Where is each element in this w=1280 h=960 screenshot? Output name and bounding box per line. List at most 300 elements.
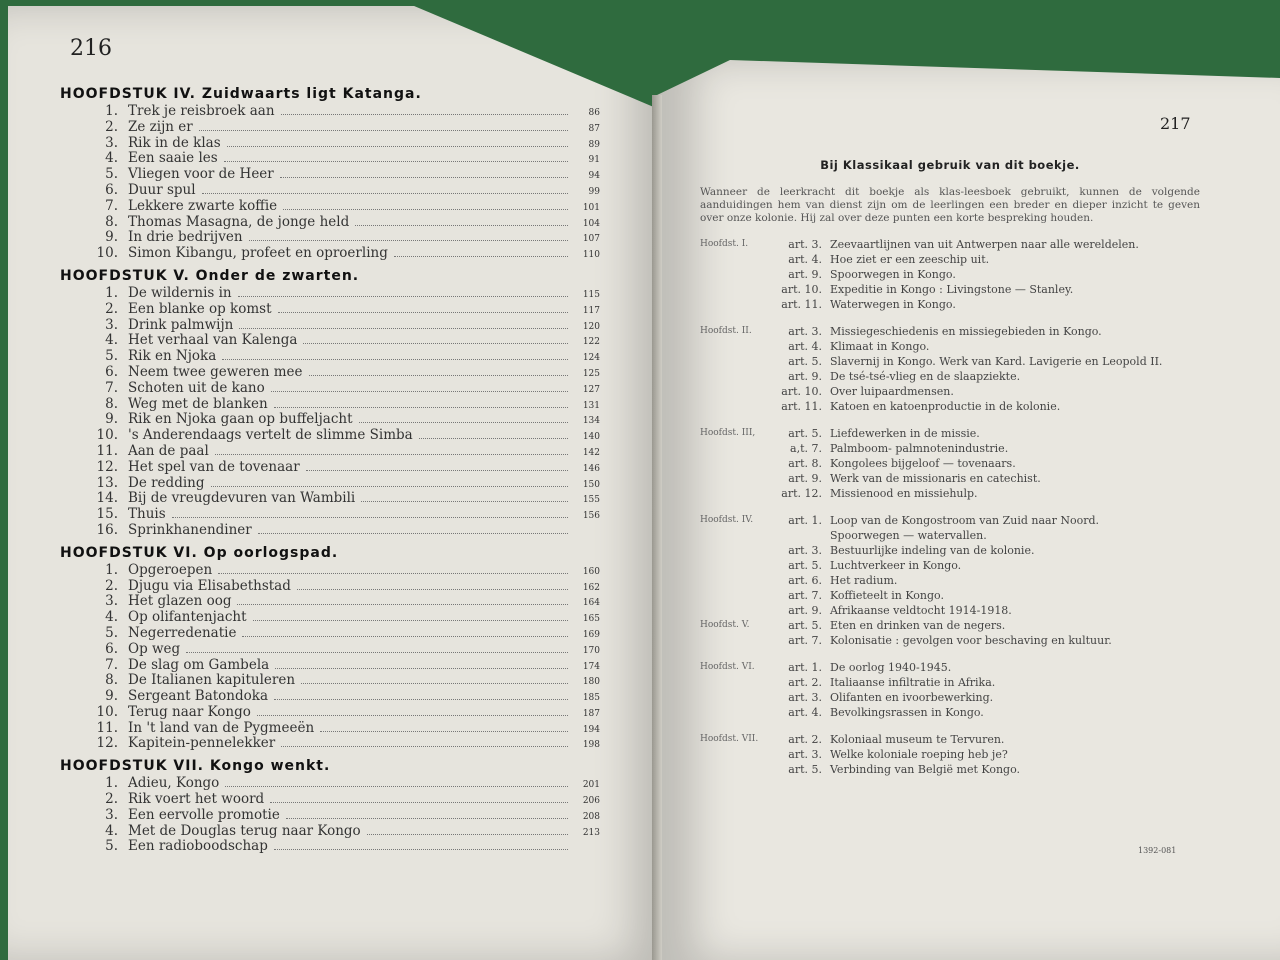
topic-text: Over luipaardmensen. bbox=[830, 385, 954, 398]
chapter-ref: Hoofdst. III, bbox=[700, 428, 756, 438]
toc-entry bbox=[60, 491, 600, 507]
chapter-ref bbox=[700, 558, 762, 573]
topic-text: Slavernij in Kongo. Werk van Kard. Lavigerie en Leopold II. bbox=[830, 355, 1163, 368]
dot-leader bbox=[281, 746, 568, 747]
guide-row bbox=[700, 558, 1200, 573]
entry-title: De wildernis in bbox=[128, 284, 232, 301]
entry-title: Adieu, Kongo bbox=[128, 775, 220, 792]
guide-row bbox=[700, 324, 1200, 339]
entry-page: 122 bbox=[582, 337, 600, 348]
dot-leader bbox=[249, 240, 568, 241]
entry-page: 125 bbox=[582, 368, 600, 379]
entry-number: 7. bbox=[105, 197, 118, 214]
chapter-ref bbox=[700, 705, 762, 720]
chapter-ref: Hoofdst. V. bbox=[700, 620, 750, 630]
entry-title: Neem twee geweren mee bbox=[128, 363, 303, 380]
entry-title: Op weg bbox=[128, 640, 181, 657]
entry-number: 1. bbox=[105, 284, 118, 301]
entry-page: 107 bbox=[582, 234, 600, 245]
article-ref: art. 5. bbox=[788, 619, 822, 632]
printer-code: 1392-081 bbox=[1138, 846, 1177, 855]
toc-entry bbox=[60, 808, 600, 824]
guide-row bbox=[700, 513, 1200, 528]
dot-leader bbox=[172, 517, 568, 518]
chapter-ref bbox=[700, 486, 762, 501]
entry-page: 124 bbox=[582, 353, 600, 364]
dot-leader bbox=[367, 834, 568, 835]
entry-page: 87 bbox=[588, 123, 600, 134]
topic-text: Eten en drinken van de negers. bbox=[830, 619, 1006, 632]
entry-title: Thomas Masagna, de jonge held bbox=[128, 213, 350, 230]
guide-group bbox=[700, 513, 1200, 648]
entry-title: Rik in de klas bbox=[128, 134, 221, 151]
chapter-ref bbox=[700, 282, 762, 297]
entry-title: 's Anderendaags vertelt de slimme Simba bbox=[128, 427, 413, 444]
topic-text: Kolonisatie : gevolgen voor beschaving en kultuur. bbox=[830, 634, 1112, 647]
chapter-ref: Hoofdst. VII. bbox=[700, 734, 759, 744]
topic-text: De tsé-tsé-vlieg en de slaapziekte. bbox=[830, 370, 1021, 383]
topic-text: Expeditie in Kongo : Livingstone — Stanley. bbox=[830, 283, 1074, 296]
article-ref: art. 5. bbox=[788, 559, 822, 572]
article-ref: art. 5. bbox=[788, 427, 822, 440]
chapter-ref bbox=[700, 267, 762, 282]
chapter-ref bbox=[700, 441, 762, 456]
topic-text: Luchtverkeer in Kongo. bbox=[830, 559, 962, 572]
toc-entry bbox=[60, 215, 600, 231]
guide-row bbox=[700, 528, 1200, 543]
entry-number: 5. bbox=[105, 348, 118, 365]
entry-title: Rik en Njoka gaan op buffeljacht bbox=[128, 411, 353, 428]
toc-entry bbox=[60, 151, 600, 167]
entry-page: 86 bbox=[588, 108, 600, 118]
toc-entry bbox=[60, 120, 600, 136]
chapter-title: HOOFDSTUK IV. Zuidwaarts ligt Katanga. bbox=[60, 86, 422, 102]
entry-page: 213 bbox=[582, 827, 600, 838]
guide-row bbox=[700, 762, 1200, 777]
dot-leader bbox=[224, 161, 568, 162]
entry-number: 11. bbox=[96, 719, 118, 736]
topic-text: Klimaat in Kongo. bbox=[830, 340, 930, 353]
guide-intro: Wanneer de leerkracht dit boekje als klas-leesboek gebruikt, kunnen de volgende aanduidingen hem van dienst zijn om de leerlingen een breder en dieper inzicht te geven over onze kolonie. Hij zal over deze punten een korte bespreking houden. bbox=[700, 186, 1200, 224]
entry-number: 9. bbox=[105, 411, 118, 428]
article-ref bbox=[762, 528, 830, 543]
entry-number: 5. bbox=[105, 838, 118, 855]
topic-text: Afrikaanse veldtocht 1914-1918. bbox=[830, 604, 1012, 617]
guide-row bbox=[700, 456, 1200, 471]
right-page-number: 217 bbox=[1160, 114, 1191, 133]
dot-leader bbox=[280, 177, 568, 178]
entry-title: De slag om Gambela bbox=[128, 656, 270, 673]
toc-entry bbox=[60, 736, 600, 752]
chapter-ref bbox=[700, 588, 762, 603]
toc-entry bbox=[60, 507, 600, 523]
article-ref: art. 1. bbox=[788, 661, 822, 674]
entry-title: Vliegen voor de Heer bbox=[128, 166, 274, 183]
dot-leader bbox=[270, 802, 568, 803]
guide-row bbox=[700, 399, 1200, 414]
chapter-ref bbox=[700, 528, 762, 543]
article-ref: a,t. 7. bbox=[790, 442, 822, 455]
entry-page: 170 bbox=[582, 645, 600, 656]
article-ref: art. 11. bbox=[781, 400, 822, 413]
toc-entry bbox=[60, 183, 600, 199]
entry-number: 7. bbox=[105, 379, 118, 396]
topic-text: Het radium. bbox=[830, 574, 898, 587]
dot-leader bbox=[227, 146, 568, 147]
guide-row bbox=[700, 297, 1200, 312]
entry-page: 164 bbox=[582, 598, 600, 609]
entry-number: 1. bbox=[105, 103, 118, 119]
dot-leader bbox=[286, 818, 568, 819]
entry-page: 169 bbox=[582, 629, 600, 640]
entry-number: 7. bbox=[105, 656, 118, 673]
topic-text: De oorlog 1940-1945. bbox=[830, 661, 952, 674]
topic-text: Koloniaal museum te Tervuren. bbox=[830, 733, 1005, 746]
entry-title: In drie bedrijven bbox=[128, 229, 243, 246]
guide-row bbox=[700, 354, 1200, 369]
chapter-ref bbox=[700, 399, 762, 414]
entry-number: 15. bbox=[96, 506, 118, 523]
dot-leader bbox=[186, 652, 568, 653]
dot-leader bbox=[275, 668, 568, 669]
guide-row bbox=[700, 705, 1200, 720]
toc-entry bbox=[60, 136, 600, 152]
entry-page: 194 bbox=[582, 724, 600, 735]
topic-text: Welke koloniale roeping heb je? bbox=[830, 748, 1008, 761]
dot-leader bbox=[199, 130, 568, 131]
chapter-title: HOOFDSTUK V. Onder de zwarten. bbox=[60, 267, 360, 284]
dot-leader bbox=[278, 312, 568, 313]
chapter-ref bbox=[700, 603, 762, 618]
topic-text: Katoen en katoenproductie in de kolonie. bbox=[830, 400, 1061, 413]
entry-page: 187 bbox=[582, 708, 600, 719]
entry-page: 185 bbox=[582, 693, 600, 704]
entry-number: 5. bbox=[105, 624, 118, 641]
chapter-ref bbox=[700, 384, 762, 399]
entry-number: 4. bbox=[105, 332, 118, 349]
classroom-guide bbox=[700, 150, 1200, 789]
guide-row bbox=[700, 633, 1200, 648]
entry-number: 3. bbox=[105, 593, 118, 610]
entry-title: Sergeant Batondoka bbox=[128, 688, 268, 705]
entry-page: 174 bbox=[582, 661, 600, 672]
chapter-ref: Hoofdst. VI. bbox=[700, 662, 755, 672]
dot-leader bbox=[239, 328, 568, 329]
article-ref: art. 4. bbox=[788, 253, 822, 266]
entry-number: 8. bbox=[105, 672, 118, 689]
entry-title: Terug naar Kongo bbox=[128, 703, 251, 720]
toc-entry bbox=[60, 230, 600, 246]
dot-leader bbox=[274, 699, 568, 700]
toc-entry bbox=[60, 705, 600, 721]
article-ref: art. 2. bbox=[788, 733, 822, 746]
article-ref: art. 4. bbox=[788, 706, 822, 719]
toc-entry bbox=[60, 792, 600, 808]
left-page-number: 216 bbox=[70, 36, 112, 61]
dot-leader bbox=[225, 786, 568, 787]
entry-page: 140 bbox=[582, 432, 600, 443]
entry-page: 110 bbox=[582, 250, 600, 261]
article-ref: art. 6. bbox=[788, 574, 822, 587]
toc-entry bbox=[60, 444, 600, 460]
guide-group bbox=[700, 324, 1200, 414]
article-ref: art. 9. bbox=[788, 268, 822, 281]
chapter-ref bbox=[700, 339, 762, 354]
entry-number: 4. bbox=[105, 609, 118, 626]
topic-text: Palmboom- palmnotenindustrie. bbox=[830, 442, 1009, 455]
entry-number: 12. bbox=[96, 458, 118, 475]
guide-row bbox=[700, 486, 1200, 501]
article-ref: art. 11. bbox=[781, 298, 822, 311]
article-ref: art. 12. bbox=[781, 487, 822, 500]
guide-row bbox=[700, 588, 1200, 603]
guide-group bbox=[700, 426, 1200, 501]
entry-number: 1. bbox=[105, 775, 118, 792]
toc-entry bbox=[60, 428, 600, 444]
chapter-ref bbox=[700, 297, 762, 312]
entry-number: 9. bbox=[105, 688, 118, 705]
entry-title: Op olifantenjacht bbox=[128, 609, 247, 626]
chapter-ref bbox=[700, 747, 762, 762]
chapter-ref bbox=[700, 690, 762, 705]
entry-title: De Italianen kapituleren bbox=[128, 672, 296, 689]
entry-title: Kapitein-pennelekker bbox=[128, 735, 276, 752]
guide-row bbox=[700, 675, 1200, 690]
toc-entry bbox=[60, 286, 600, 302]
entry-number: 2. bbox=[105, 791, 118, 808]
entry-title: Djugu via Elisabethstad bbox=[128, 577, 291, 594]
chapter-ref bbox=[700, 543, 762, 558]
toc-entry bbox=[60, 333, 600, 349]
dot-leader bbox=[253, 620, 568, 621]
guide-row bbox=[700, 747, 1200, 762]
chapter-ref: Hoofdst. II. bbox=[700, 326, 752, 336]
entry-title: Het verhaal van Kalenga bbox=[128, 332, 298, 349]
toc-entry bbox=[60, 626, 600, 642]
chapter-ref bbox=[700, 369, 762, 384]
chapter-ref bbox=[700, 252, 762, 267]
toc-entry bbox=[60, 412, 600, 428]
dot-leader bbox=[361, 501, 568, 502]
article-ref: art. 1. bbox=[788, 514, 822, 527]
topic-text: Liefdewerken in de missie. bbox=[830, 427, 980, 440]
toc-entry bbox=[60, 302, 600, 318]
entry-title: De redding bbox=[128, 474, 205, 491]
dot-leader bbox=[242, 636, 568, 637]
guide-row bbox=[700, 282, 1200, 297]
entry-page: 127 bbox=[582, 384, 600, 395]
article-ref: art. 10. bbox=[781, 385, 822, 398]
toc-entry bbox=[60, 199, 600, 215]
dot-leader bbox=[211, 486, 569, 487]
topic-text: Bestuurlijke indeling van de kolonie. bbox=[830, 544, 1035, 557]
toc-entry bbox=[60, 397, 600, 413]
entry-title: Een eervolle promotie bbox=[128, 806, 280, 823]
entry-title: Een radioboodschap bbox=[128, 838, 268, 855]
dot-leader bbox=[202, 193, 568, 194]
entry-page: 115 bbox=[582, 289, 600, 300]
dot-leader bbox=[359, 422, 568, 423]
guide-row bbox=[700, 252, 1200, 267]
entry-title: Weg met de blanken bbox=[128, 395, 268, 412]
topic-text: Missiegeschiedenis en missiegebieden in Kongo. bbox=[830, 325, 1102, 338]
entry-number: 8. bbox=[105, 213, 118, 230]
entry-number: 3. bbox=[105, 806, 118, 823]
dot-leader bbox=[238, 296, 568, 297]
topic-text: Waterwegen in Kongo. bbox=[830, 298, 956, 311]
topic-text: Werk van de missionaris en catechist. bbox=[830, 472, 1041, 485]
entry-number: 3. bbox=[105, 134, 118, 151]
article-ref: art. 2. bbox=[788, 676, 822, 689]
entry-number: 10. bbox=[96, 703, 118, 720]
chapter-ref bbox=[700, 762, 762, 777]
dot-leader bbox=[274, 407, 568, 408]
entry-number: 6. bbox=[105, 640, 118, 657]
dot-leader bbox=[283, 209, 568, 210]
entry-page: 150 bbox=[582, 479, 600, 490]
topic-text: Bevolkingsrassen in Kongo. bbox=[830, 706, 984, 719]
entry-page: 134 bbox=[582, 416, 600, 427]
chapter-ref: Hoofdst. IV. bbox=[700, 515, 754, 525]
toc-entry bbox=[60, 658, 600, 674]
entry-number: 11. bbox=[96, 442, 118, 459]
toc-entry bbox=[60, 523, 600, 539]
entry-number: 6. bbox=[105, 181, 118, 198]
entry-title: Rik voert het woord bbox=[128, 791, 265, 808]
guide-row bbox=[700, 441, 1200, 456]
topic-text: Loop van de Kongostroom van Zuid naar Noord. bbox=[830, 514, 1100, 527]
entry-title: Het spel van de tovenaar bbox=[128, 458, 300, 475]
topic-text: Zeevaartlijnen van uit Antwerpen naar alle wereldelen. bbox=[830, 238, 1139, 251]
entry-title: Sprinkhanendiner bbox=[128, 521, 252, 538]
entry-title: Met de Douglas terug naar Kongo bbox=[128, 822, 361, 839]
chapter-ref bbox=[700, 573, 762, 588]
entry-number: 6. bbox=[105, 363, 118, 380]
toc-entry bbox=[60, 460, 600, 476]
entry-page: 104 bbox=[582, 218, 600, 229]
toc-entry bbox=[60, 579, 600, 595]
guide-row bbox=[700, 732, 1200, 747]
toc-entry bbox=[60, 721, 600, 737]
entry-number: 5. bbox=[105, 166, 118, 183]
dot-leader bbox=[222, 359, 568, 360]
entry-page: 89 bbox=[588, 139, 600, 150]
entry-page: 131 bbox=[582, 400, 600, 411]
article-ref: art. 8. bbox=[788, 457, 822, 470]
entry-title: Duur spul bbox=[128, 181, 196, 198]
article-ref: art. 4. bbox=[788, 340, 822, 353]
chapter-title: HOOFDSTUK VII. Kongo wenkt. bbox=[60, 758, 331, 775]
guide-row bbox=[700, 369, 1200, 384]
dot-leader bbox=[218, 573, 568, 574]
guide-row bbox=[700, 426, 1200, 441]
topic-text: Spoorwegen — watervallen. bbox=[830, 529, 987, 542]
dot-leader bbox=[301, 683, 568, 684]
entry-title: Rik en Njoka bbox=[128, 348, 217, 365]
guide-row bbox=[700, 543, 1200, 558]
entry-page: 198 bbox=[582, 740, 600, 751]
dot-leader bbox=[297, 589, 568, 590]
entry-page: 208 bbox=[582, 811, 600, 822]
toc-entry bbox=[60, 318, 600, 334]
entry-title: Bij de vreugdevuren van Wambili bbox=[128, 490, 356, 507]
entry-page: 94 bbox=[588, 171, 600, 182]
toc-entry bbox=[60, 381, 600, 397]
article-ref: art. 3. bbox=[788, 544, 822, 557]
toc-entry bbox=[60, 104, 600, 120]
entry-number: 12. bbox=[96, 735, 118, 752]
chapter-ref: Hoofdst. I. bbox=[700, 239, 749, 249]
toc-entry bbox=[60, 365, 600, 381]
dot-leader bbox=[215, 454, 568, 455]
entry-title: Aan de paal bbox=[128, 442, 209, 459]
entry-title: Schoten uit de kano bbox=[128, 379, 265, 396]
topic-text: Spoorwegen in Kongo. bbox=[830, 268, 956, 281]
guide-row bbox=[700, 618, 1200, 633]
guide-heading: Bij Klassikaal gebruik van dit boekje. bbox=[820, 158, 1080, 172]
entry-number: 2. bbox=[105, 300, 118, 317]
toc-entry bbox=[60, 824, 600, 840]
article-ref: art. 7. bbox=[788, 589, 822, 602]
entry-number: 14. bbox=[96, 490, 118, 507]
article-ref: art. 10. bbox=[781, 283, 822, 296]
article-ref: art. 3. bbox=[788, 691, 822, 704]
article-ref: art. 9. bbox=[788, 604, 822, 617]
entry-number: 13. bbox=[96, 474, 118, 491]
guide-group bbox=[700, 732, 1200, 777]
guide-row bbox=[700, 237, 1200, 252]
dot-leader bbox=[306, 470, 568, 471]
entry-number: 10. bbox=[96, 245, 118, 262]
dot-leader bbox=[237, 604, 568, 605]
article-ref: art. 3. bbox=[788, 325, 822, 338]
dot-leader bbox=[271, 391, 568, 392]
entry-number: 4. bbox=[105, 150, 118, 167]
topic-text: Kongolees bijgeloof — tovenaars. bbox=[830, 457, 1016, 470]
entry-number: 2. bbox=[105, 118, 118, 135]
entry-title: Simon Kibangu, profeet en oproerling bbox=[128, 245, 388, 262]
article-ref: art. 3. bbox=[788, 748, 822, 761]
toc-entry bbox=[60, 642, 600, 658]
article-ref: art. 3. bbox=[788, 238, 822, 251]
entry-title: Drink palmwijn bbox=[128, 316, 234, 333]
entry-page: 117 bbox=[582, 305, 600, 316]
guide-list bbox=[700, 237, 1200, 777]
guide-row bbox=[700, 573, 1200, 588]
entry-page: 162 bbox=[582, 582, 600, 593]
entry-page: 180 bbox=[582, 677, 600, 688]
article-ref: art. 9. bbox=[788, 472, 822, 485]
article-ref: art. 7. bbox=[788, 634, 822, 647]
topic-text: Olifanten en ivoorbewerking. bbox=[830, 691, 994, 704]
toc-entry bbox=[60, 476, 600, 492]
guide-row bbox=[700, 384, 1200, 399]
article-ref: art. 5. bbox=[788, 763, 822, 776]
entry-page: 146 bbox=[582, 463, 600, 474]
entry-number: 8. bbox=[105, 395, 118, 412]
entry-page: 165 bbox=[582, 614, 600, 625]
guide-row bbox=[700, 471, 1200, 486]
topic-text: Hoe ziet er een zeeschip uit. bbox=[830, 253, 990, 266]
entry-title: Lekkere zwarte koffie bbox=[128, 197, 278, 214]
toc-entry bbox=[60, 673, 600, 689]
dot-leader bbox=[257, 715, 568, 716]
entry-number: 9. bbox=[105, 229, 118, 246]
entry-number: 4. bbox=[105, 822, 118, 839]
guide-row bbox=[700, 660, 1200, 675]
entry-title: Negerredenatie bbox=[128, 624, 237, 641]
chapter-ref bbox=[700, 633, 762, 648]
